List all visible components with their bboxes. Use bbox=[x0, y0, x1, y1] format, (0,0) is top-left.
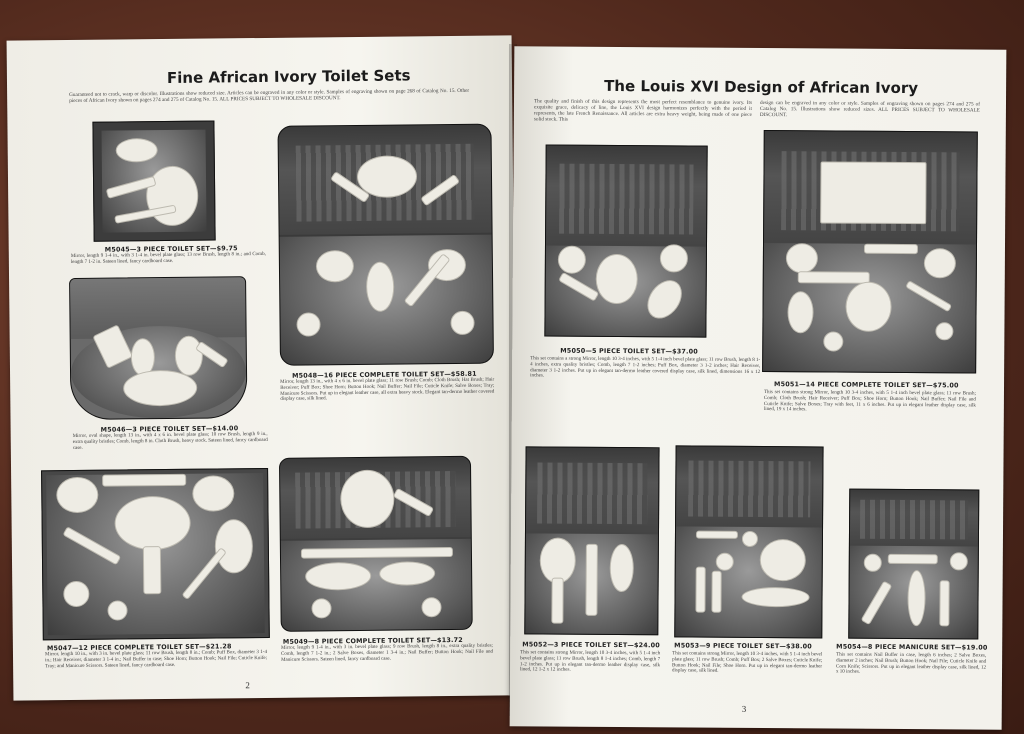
product-photo-m5052 bbox=[524, 446, 659, 635]
caption-body: This set contains strong Mirror, length 10 3-4 inches, with 5 1-4 inch bevel plate glass; 11 row Brush, length 8 1-4 inches; Comb, length 7 1-2 inches. Put up in elegant tan-dermo leather display case, silk lined, 12 1-2 x 12 inches. bbox=[520, 650, 661, 674]
caption-title: M5053—9 PIECE TOILET SET—$38.00 bbox=[674, 641, 812, 651]
catalog-page-left bbox=[7, 35, 519, 700]
caption-title: M5048—16 PIECE COMPLETE TOILET SET—$58.81 bbox=[292, 369, 477, 380]
caption-body: Mirror, oval shape, length 13 in., with 4 x 6 in. bevel plate glass; 10 row Brush, length 9 in., extra quality bristles; Comb, length 8 in. Cloth Brush, heavy stock. Sateen lined, fancy cardboard case. bbox=[72, 431, 268, 451]
caption-title: M5045—3 PIECE TOILET SET—$9.75 bbox=[104, 244, 238, 254]
product-photo-m5054 bbox=[848, 489, 979, 640]
caption-body: Mirror, length 13 in., with 4 x 6 in. bevel plate glass; 11 row Brush; Comb; Cloth Brush; Hat Brush; Hair Receiver; Puff Box; Shoe Horn; Button Hook; Nail Buffer; Nail File; Cuticle Knife; Salve Boxes; Tray; Manicure Scissors. Put up in elegant leather case, all extra heavy stock. Elegant tan-dermo leather covered display case, silk lined. bbox=[280, 377, 495, 403]
caption-body: Mirror, length 9 1-4 in., with 3 1-4 in. bevel plate glass; 13 row Brush, length 8 in.; and Comb, length 7 1-2 in. Sateen lined, fancy cardboard case. bbox=[70, 251, 266, 265]
page-heading: Fine African Ivory Toilet Sets bbox=[166, 66, 411, 87]
caption-title: M5050—5 PIECE TOILET SET—$37.00 bbox=[560, 346, 698, 356]
caption-body: This set contains strong Mirror, length 10 3-4 inches, with 5 1-4 inch bevel plate glass; 11 row Brush; Comb; Cloth Brush; Hair Receiver; Puff Box; Shoe Horn; Button Hook; Nail Buffer; Nail File and Cuticle Knife; Salve Boxes; Tray with feet, 11 x 6 inches. Put up in elegant leather display case, silk lined, 19 x 14 inches. bbox=[763, 390, 976, 413]
product-photo-m5050 bbox=[544, 145, 707, 338]
page-number: 3 bbox=[741, 703, 747, 714]
page-heading: The Louis XVI Design of African Ivory bbox=[604, 76, 919, 98]
intro-text-right: design can be engraved in any color or style. Samples of engraving shown on pages 274 and 275 of Catalog No. 15. Illustrations show reduced sizes. ALL PRICES SUBJECT TO WHOLESALE DISCOUNT. bbox=[759, 100, 981, 119]
product-photo-m5051 bbox=[762, 130, 978, 373]
caption-body: This set contains strong Mirror, length 10 3-4 inches, with 5 1-4 inch bevel plate glass; 11 row Brush; Comb; Puff Box; 2 Salve Boxes; Cuticle Knife; Button Hook; Nail File; Shoe Horn. Put up in elegant tan-dermo leather display case, silk lined. bbox=[672, 651, 823, 675]
caption-title: M5052—3 PIECE TOILET SET—$24.00 bbox=[522, 640, 660, 650]
intro-text-left: The quality and finish of this design represents the most perfect resemblance to genuine ivory. Its exquisite grace, delicacy of line, the Louis XVI design harmonizes perfectly with the period it represents, the late French Renaissance. All articles are extra heavy weight, being made of one piece solid stock. This bbox=[533, 98, 753, 123]
caption-title: M5046—3 PIECE TOILET SET—$14.00 bbox=[100, 424, 239, 434]
caption-body: This set contains Nail Buffer in case, length 6 inches; 2 Salve Boxes, diameter 2 inches; Nail Brush; Button Hook; Nail File; Cuticle Knife and Corn Knife; Scissors. Put up in elegant leather display case, silk lined, 12 x 10 inches. bbox=[835, 652, 987, 676]
product-photo-m5049 bbox=[279, 456, 473, 632]
product-photo-m5046 bbox=[69, 276, 247, 420]
product-photo-m5053 bbox=[674, 445, 823, 638]
caption-body: Mirror, length 9 1-4 in., with 3 in. bevel plate glass; 9 row Brush, length 8 in., extra quality bristles; Comb, length 7 1-2 in.; 2 Salve Boxes, diameter 1 3-4 in.; Nail Buffer; Button Hook; Nail File and Manicure Scissors. Sateen lined, fancy cardboard case. bbox=[280, 643, 494, 663]
caption-title: M5051—14 PIECE COMPLETE TOILET SET—$75.00 bbox=[773, 380, 959, 390]
intro-text: Guaranteed not to crack, warp or discolor. Illustrations show reduced size. Articles can be engraved in any color or style. Samples of engraving shown on page 268 of Catalog No. 15. Other pieces of African Ivory shown on pages 274 and 275 of Catalog No. 15. ALL PRICES SUBJECT TO WHOLESALE DISCOUNT. bbox=[69, 87, 470, 105]
caption-title: M5047—12 PIECE COMPLETE TOILET SET—$21.28 bbox=[46, 642, 232, 653]
product-photo-m5045 bbox=[92, 120, 215, 241]
caption-body: This set contains a strong Mirror, length 10 3-4 inches, with 5 1-4 inch bevel plate glass; 11 row Brush, length 8 1-4 inches, extra quality bristles; Comb, length 7 1-2 inches; Puff Box, diameter 3 1-2 inches; Hair Receiver, diameter 3 1-2 inches. Put up in elegant tan-dermo leather covered display case, silk lined, dimensions 16 x 12 inches. bbox=[530, 356, 761, 379]
caption-title: M5049—8 PIECE COMPLETE TOILET SET—$13.72 bbox=[282, 635, 463, 646]
product-photo-m5048 bbox=[277, 124, 494, 366]
product-photo-m5047 bbox=[41, 468, 270, 640]
catalog-page-right bbox=[510, 46, 1007, 729]
caption-title: M5054—8 PIECE MANICURE SET—$19.00 bbox=[836, 642, 988, 652]
page-number: 2 bbox=[245, 680, 250, 691]
caption-body: Mirror, length 10 in., with 3 in. bevel plate glass; 11 row Brush, length 8 in.; Comb; Puff Box, diameter 3 1-4 in.; Hair Receiver, diameter 3 1-4 in.; Nail Buffer in case; Shoe Horn; Button Hook; Nail File; Cuticle Knife; Tray; and Manicure Scissors. Sateen lined, fancy cardboard case. bbox=[44, 649, 268, 669]
